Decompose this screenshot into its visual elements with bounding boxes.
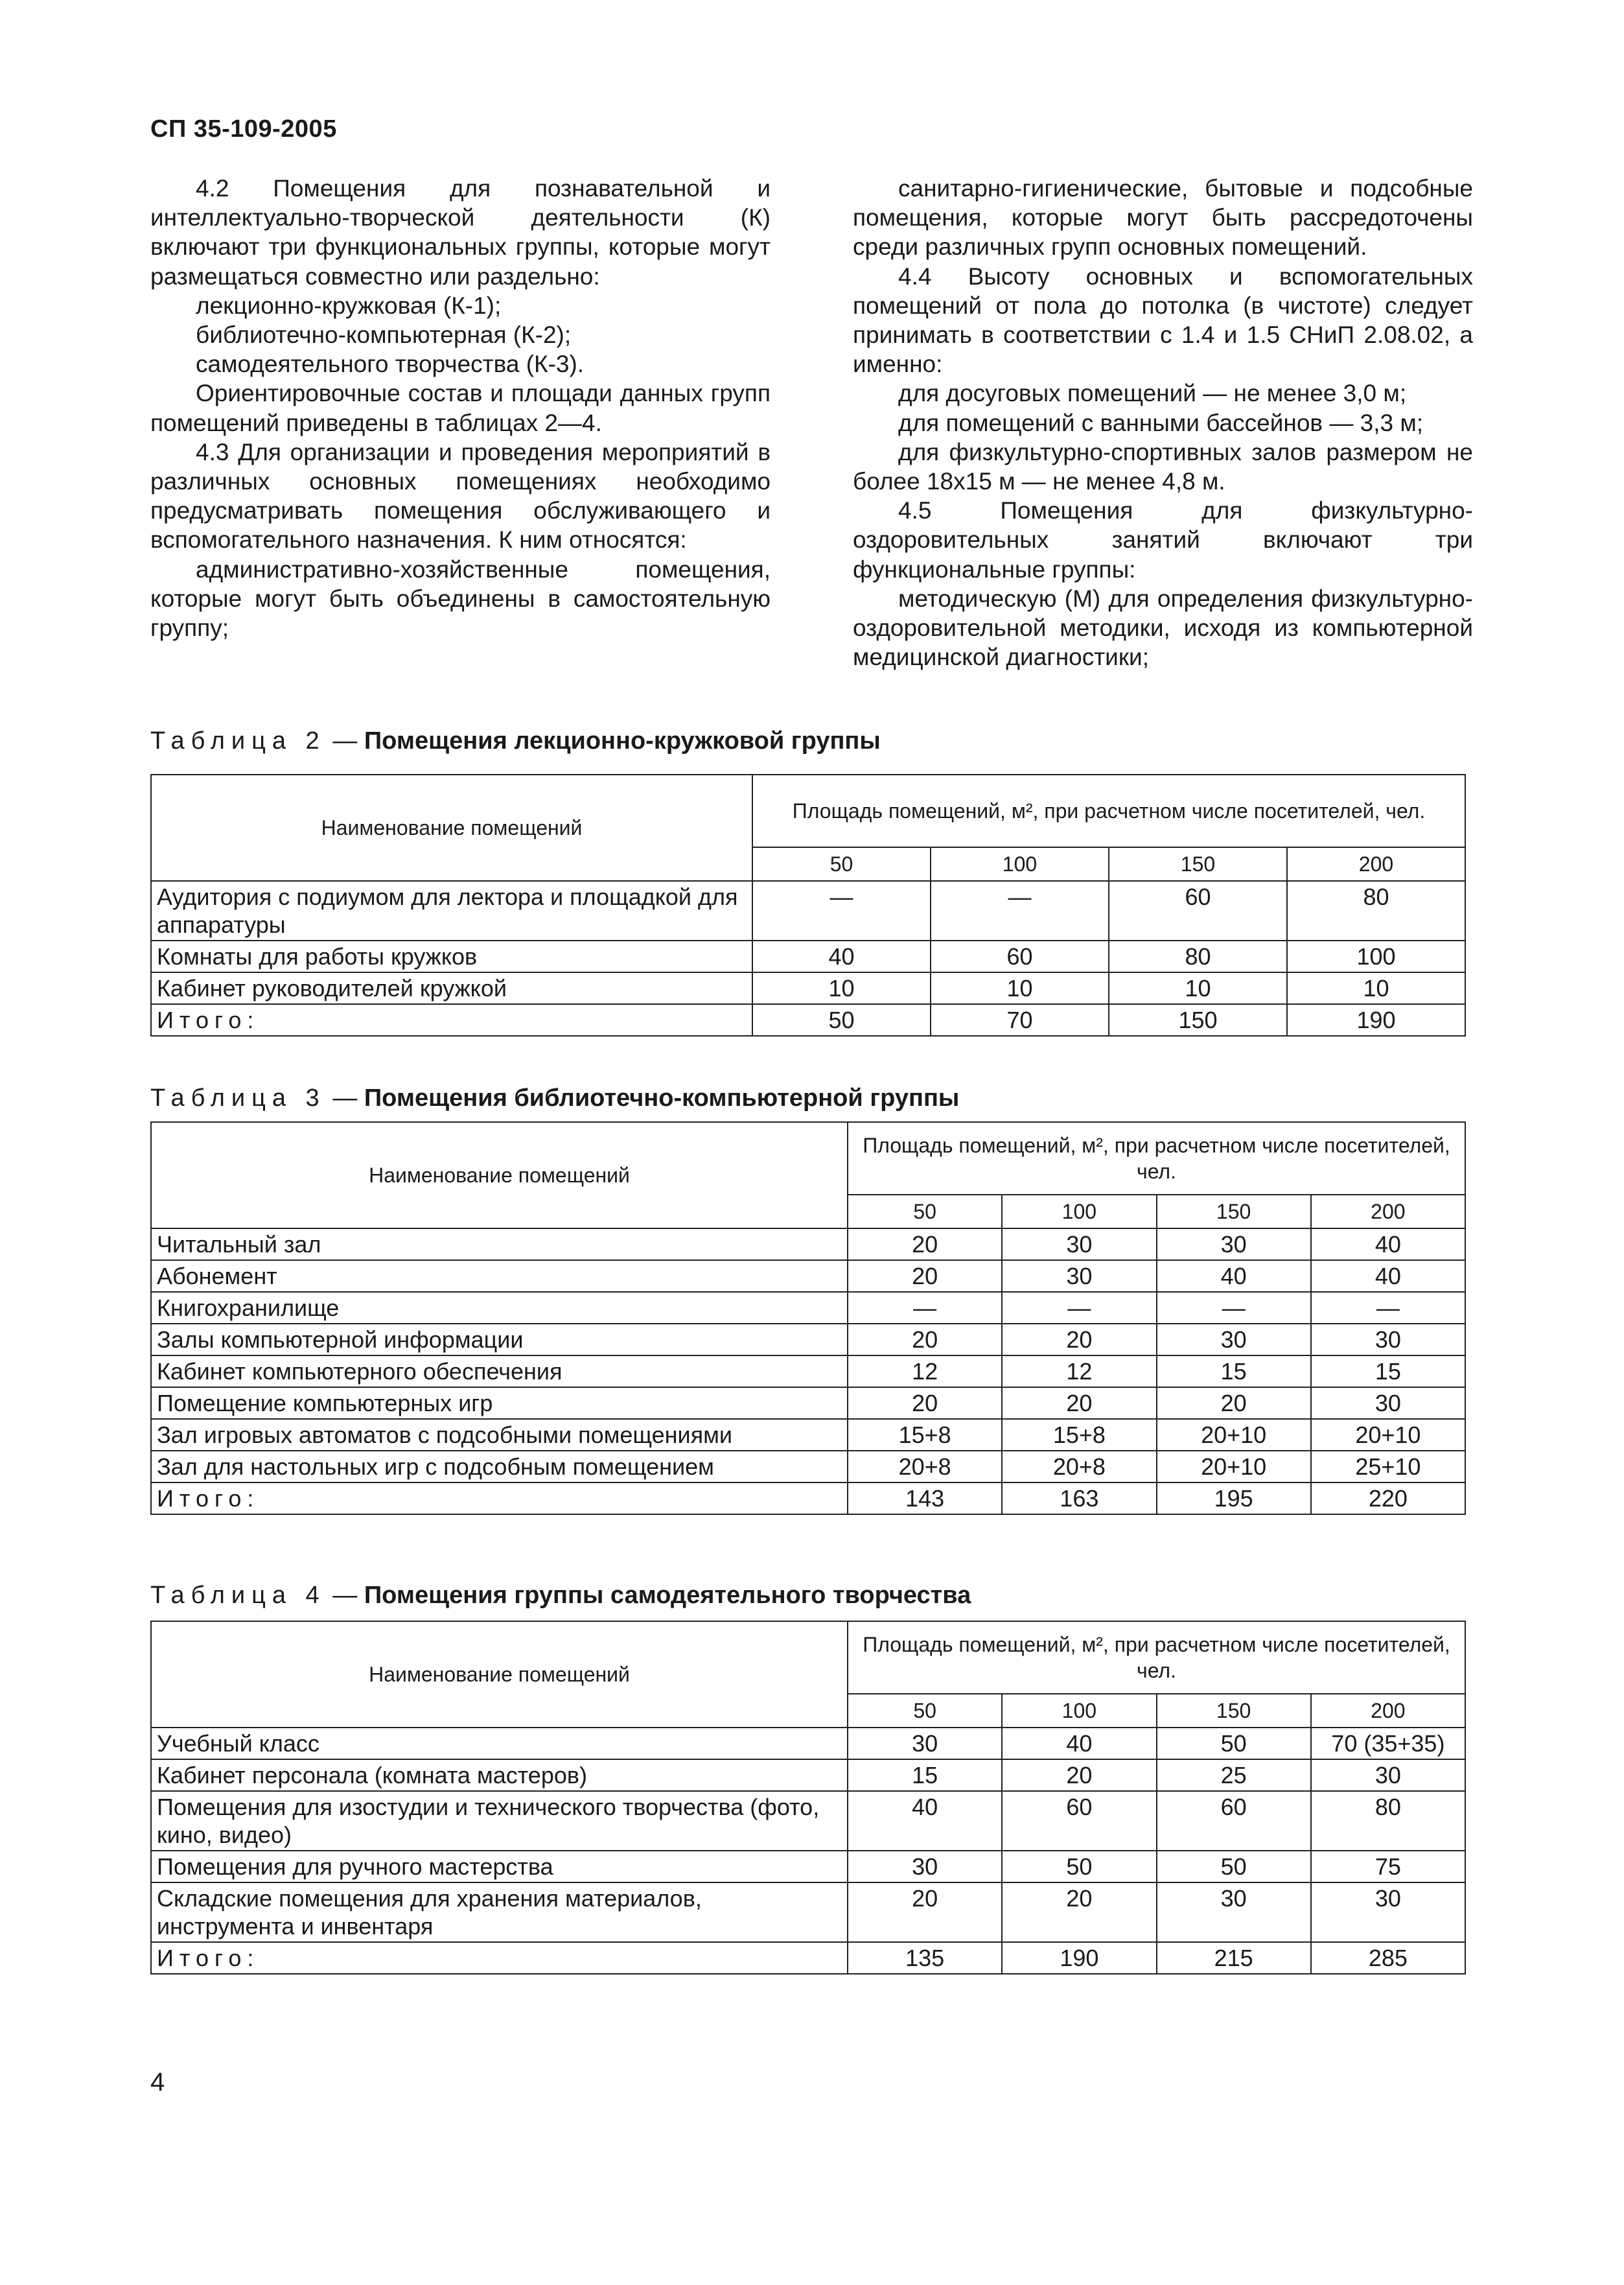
area-value-cell: 30 (848, 1728, 1002, 1759)
area-value-cell: 190 (1002, 1942, 1156, 1974)
area-value-cell: 80 (1311, 1791, 1465, 1851)
table-2-head-name: Наименование помещений (151, 775, 752, 881)
table-row (151, 1851, 1465, 1882)
area-value-cell: 12 (848, 1355, 1002, 1387)
room-name-cell: Зал для настольных игр с подсобным помещением (151, 1451, 848, 1482)
visitors-column-header: 150 (1157, 1195, 1311, 1228)
area-value-cell: 20 (1002, 1387, 1156, 1419)
table-4-head-area: Площадь помещений, м², при расчетном числе посетителей, чел. (848, 1621, 1465, 1694)
total-row (151, 1004, 1465, 1036)
room-name-cell: Итого: (151, 1004, 752, 1036)
paragraph: самодеятельного творчества (К-3). (196, 351, 585, 378)
area-value-cell: 30 (1311, 1759, 1465, 1791)
room-name-cell: Зал игровых автоматов с подсобными помещениями (151, 1419, 848, 1451)
room-name-cell: Кабинет компьютерного обеспечения (151, 1355, 848, 1387)
room-name-cell: Книгохранилище (151, 1292, 848, 1324)
table-2-caption (150, 727, 881, 755)
area-value-cell: 20 (848, 1228, 1002, 1260)
area-value-cell: 20 (1002, 1882, 1156, 1942)
paragraph: 4.4 Высоту основных и вспомогательных помещений от пола до потолка (в чистоте) следует принимать в соответствии с 1.4 и 1.5 СНиП 2.08.02, а именно: (853, 263, 1473, 378)
area-value-cell: 25+10 (1311, 1451, 1465, 1482)
area-value-cell: 20 (1157, 1387, 1311, 1419)
area-value-cell: 20 (848, 1324, 1002, 1355)
paragraph: для помещений с ванными бассейнов — 3,3 м; (898, 409, 1424, 436)
area-value-cell: 30 (1002, 1228, 1156, 1260)
total-row (151, 1482, 1465, 1514)
table-3-caption (150, 1084, 959, 1112)
table-row (151, 1791, 1465, 1851)
area-value-cell: 25 (1157, 1759, 1311, 1791)
room-name-cell: Учебный класс (151, 1728, 848, 1759)
visitors-column-header: 200 (1287, 847, 1465, 881)
table-3-head-name: Наименование помещений (151, 1122, 848, 1228)
paragraph: Ориентировочные состав и площади данных групп помещений приведены в таблицах 2—4. (150, 380, 771, 436)
visitors-column-header: 50 (752, 847, 931, 881)
table-3-head-area: Площадь помещений, м², при расчетном числе посетителей, чел. (848, 1122, 1465, 1195)
area-value-cell: 60 (931, 941, 1109, 972)
area-value-cell: 40 (1002, 1728, 1156, 1759)
area-value-cell: 15+8 (1002, 1419, 1156, 1451)
left-text-column (150, 174, 771, 642)
area-value-cell: 80 (1287, 881, 1465, 941)
room-name-cell: Читальный зал (151, 1228, 848, 1260)
table-row (151, 1324, 1465, 1355)
paragraph: для физкультурно-спортивных залов размером не более 18х15 м — не менее 4,8 м. (853, 438, 1473, 495)
table-row (151, 1260, 1465, 1292)
area-value-cell: 60 (1109, 881, 1287, 941)
table-3-label: Таблица 3 (150, 1084, 326, 1112)
area-value-cell: 40 (1157, 1260, 1311, 1292)
area-value-cell: — (1157, 1292, 1311, 1324)
table-3-dash: — (325, 1084, 364, 1112)
area-value-cell: 20+10 (1157, 1451, 1311, 1482)
room-name-cell: Залы компьютерной информации (151, 1324, 848, 1355)
table-row (151, 1228, 1465, 1260)
visitors-column-header: 150 (1157, 1694, 1311, 1728)
area-value-cell: 20 (848, 1882, 1002, 1942)
area-value-cell: 50 (1002, 1851, 1156, 1882)
room-name-cell: Помещения для изостудии и технического творчества (фото, кино, видео) (151, 1791, 848, 1851)
area-value-cell: 50 (1157, 1851, 1311, 1882)
area-value-cell: 20 (848, 1387, 1002, 1419)
area-value-cell: 30 (848, 1851, 1002, 1882)
area-value-cell: 30 (1311, 1387, 1465, 1419)
area-value-cell: 60 (1002, 1791, 1156, 1851)
area-value-cell: 215 (1157, 1942, 1311, 1974)
visitors-column-header: 100 (1002, 1694, 1156, 1728)
table-row (151, 941, 1465, 972)
table-row (151, 1355, 1465, 1387)
area-value-cell: 163 (1002, 1482, 1156, 1514)
area-value-cell: 150 (1109, 1004, 1287, 1036)
area-value-cell: — (1311, 1292, 1465, 1324)
area-value-cell: — (931, 881, 1109, 941)
area-value-cell: 20 (1002, 1324, 1156, 1355)
table-2-dash: — (325, 727, 364, 755)
area-value-cell: 20 (848, 1260, 1002, 1292)
area-value-cell: 60 (1157, 1791, 1311, 1851)
area-value-cell: 100 (1287, 941, 1465, 972)
area-value-cell: 70 (931, 1004, 1109, 1036)
table-4-caption (150, 1582, 971, 1610)
area-value-cell: — (752, 881, 931, 941)
room-name-cell: Итого: (151, 1942, 848, 1974)
table-row (151, 881, 1465, 941)
total-row (151, 1942, 1465, 1974)
area-value-cell: 10 (752, 972, 931, 1004)
area-value-cell: 75 (1311, 1851, 1465, 1882)
area-value-cell: 15 (848, 1759, 1002, 1791)
area-value-cell: 30 (1311, 1324, 1465, 1355)
area-value-cell: — (1002, 1292, 1156, 1324)
document-code: СП 35-109-2005 (150, 115, 337, 143)
paragraph: 4.5 Помещения для физкультурно-оздоровительных занятий включают три функциональные группы: (853, 497, 1473, 583)
paragraph: 4.2 Помещения для познавательной и интеллектуально-творческой деятельности (К) включают три функциональных группы, которые могут размещаться совместно или раздельно: (150, 175, 771, 290)
table-row (151, 1387, 1465, 1419)
paragraph: 4.3 Для организации и проведения мероприятий в различных основных помещениях необходимо предусматривать помещения обслуживающего и вспомогательного назначения. К ним относятся: (150, 438, 771, 554)
visitors-column-header: 50 (848, 1195, 1002, 1228)
area-value-cell: 40 (1311, 1228, 1465, 1260)
area-value-cell: 20 (1002, 1759, 1156, 1791)
visitors-column-header: 50 (848, 1694, 1002, 1728)
room-name-cell: Кабинет руководителей кружкой (151, 972, 752, 1004)
page-number: 4 (150, 2068, 165, 2096)
area-value-cell: 15 (1311, 1355, 1465, 1387)
paragraph: санитарно-гигиенические, бытовые и подсобные помещения, которые могут быть рассредоточены среди различных групп основных помещений. (853, 175, 1473, 261)
area-value-cell: 30 (1157, 1228, 1311, 1260)
area-value-cell: 20+8 (848, 1451, 1002, 1482)
table-row (151, 1292, 1465, 1324)
area-value-cell: 50 (752, 1004, 931, 1036)
area-value-cell: 20+8 (1002, 1451, 1156, 1482)
area-value-cell: 285 (1311, 1942, 1465, 1974)
room-name-cell: Помещения для ручного мастерства (151, 1851, 848, 1882)
area-value-cell: 80 (1109, 941, 1287, 972)
table-row (151, 1451, 1465, 1482)
room-name-cell: Аудитория с подиумом для лектора и площадкой для аппаратуры (151, 881, 752, 941)
visitors-column-header: 150 (1109, 847, 1287, 881)
room-name-cell: Помещение компьютерных игр (151, 1387, 848, 1419)
table-2-title: Помещения лекционно-кружковой группы (364, 727, 881, 755)
area-value-cell: 40 (752, 941, 931, 972)
paragraph: методическую (М) для определения физкультурно-оздоровительной методики, исходя из компьютерной медицинской диагностики; (853, 585, 1473, 671)
table-2 (150, 774, 1466, 1037)
area-value-cell: 70 (35+35) (1311, 1728, 1465, 1759)
area-value-cell: 20+10 (1311, 1419, 1465, 1451)
room-name-cell: Комнаты для работы кружков (151, 941, 752, 972)
area-value-cell: 30 (1157, 1324, 1311, 1355)
area-value-cell: 10 (1287, 972, 1465, 1004)
area-value-cell: 12 (1002, 1355, 1156, 1387)
table-4-head-name: Наименование помещений (151, 1621, 848, 1728)
area-value-cell: 30 (1002, 1260, 1156, 1292)
visitors-column-header: 200 (1311, 1195, 1465, 1228)
area-value-cell: 30 (1311, 1882, 1465, 1942)
area-value-cell: — (848, 1292, 1002, 1324)
area-value-cell: 10 (931, 972, 1109, 1004)
area-value-cell: 220 (1311, 1482, 1465, 1514)
table-3 (150, 1121, 1466, 1515)
paragraph: лекционно-кружковая (К-1); (196, 292, 502, 319)
area-value-cell: 30 (1157, 1882, 1311, 1942)
table-4-dash: — (325, 1582, 364, 1609)
paragraph: административно-хозяйственные помещения, которые могут быть объединены в самостоятельную группу; (150, 556, 771, 642)
room-name-cell: Кабинет персонала (комната мастеров) (151, 1759, 848, 1791)
area-value-cell: 15+8 (848, 1419, 1002, 1451)
table-2-label: Таблица 2 (150, 727, 326, 755)
room-name-cell: Абонемент (151, 1260, 848, 1292)
area-value-cell: 15 (1157, 1355, 1311, 1387)
area-value-cell: 40 (848, 1791, 1002, 1851)
room-name-cell: Итого: (151, 1482, 848, 1514)
visitors-column-header: 200 (1311, 1694, 1465, 1728)
table-row (151, 1728, 1465, 1759)
table-2-head-area: Площадь помещений, м², при расчетном числе посетителей, чел. (752, 775, 1465, 847)
area-value-cell: 40 (1311, 1260, 1465, 1292)
table-row (151, 1419, 1465, 1451)
area-value-cell: 20+10 (1157, 1419, 1311, 1451)
table-row (151, 1759, 1465, 1791)
room-name-cell: Складские помещения для хранения материалов, инструмента и инвентаря (151, 1882, 848, 1942)
table-4-title: Помещения группы самодеятельного творчества (364, 1582, 971, 1609)
paragraph: для досуговых помещений — не менее 3,0 м; (898, 380, 1407, 407)
paragraph: библиотечно-компьютерная (К-2); (196, 322, 572, 349)
table-4-label: Таблица 4 (150, 1582, 326, 1609)
area-value-cell: 190 (1287, 1004, 1465, 1036)
table-3-title: Помещения библиотечно-компьютерной группы (364, 1084, 960, 1112)
area-value-cell: 50 (1157, 1728, 1311, 1759)
area-value-cell: 143 (848, 1482, 1002, 1514)
table-4 (150, 1621, 1466, 1974)
table-row (151, 972, 1465, 1004)
table-row (151, 1882, 1465, 1942)
visitors-column-header: 100 (931, 847, 1109, 881)
right-text-column (853, 174, 1473, 672)
area-value-cell: 10 (1109, 972, 1287, 1004)
visitors-column-header: 100 (1002, 1195, 1156, 1228)
area-value-cell: 195 (1157, 1482, 1311, 1514)
area-value-cell: 135 (848, 1942, 1002, 1974)
